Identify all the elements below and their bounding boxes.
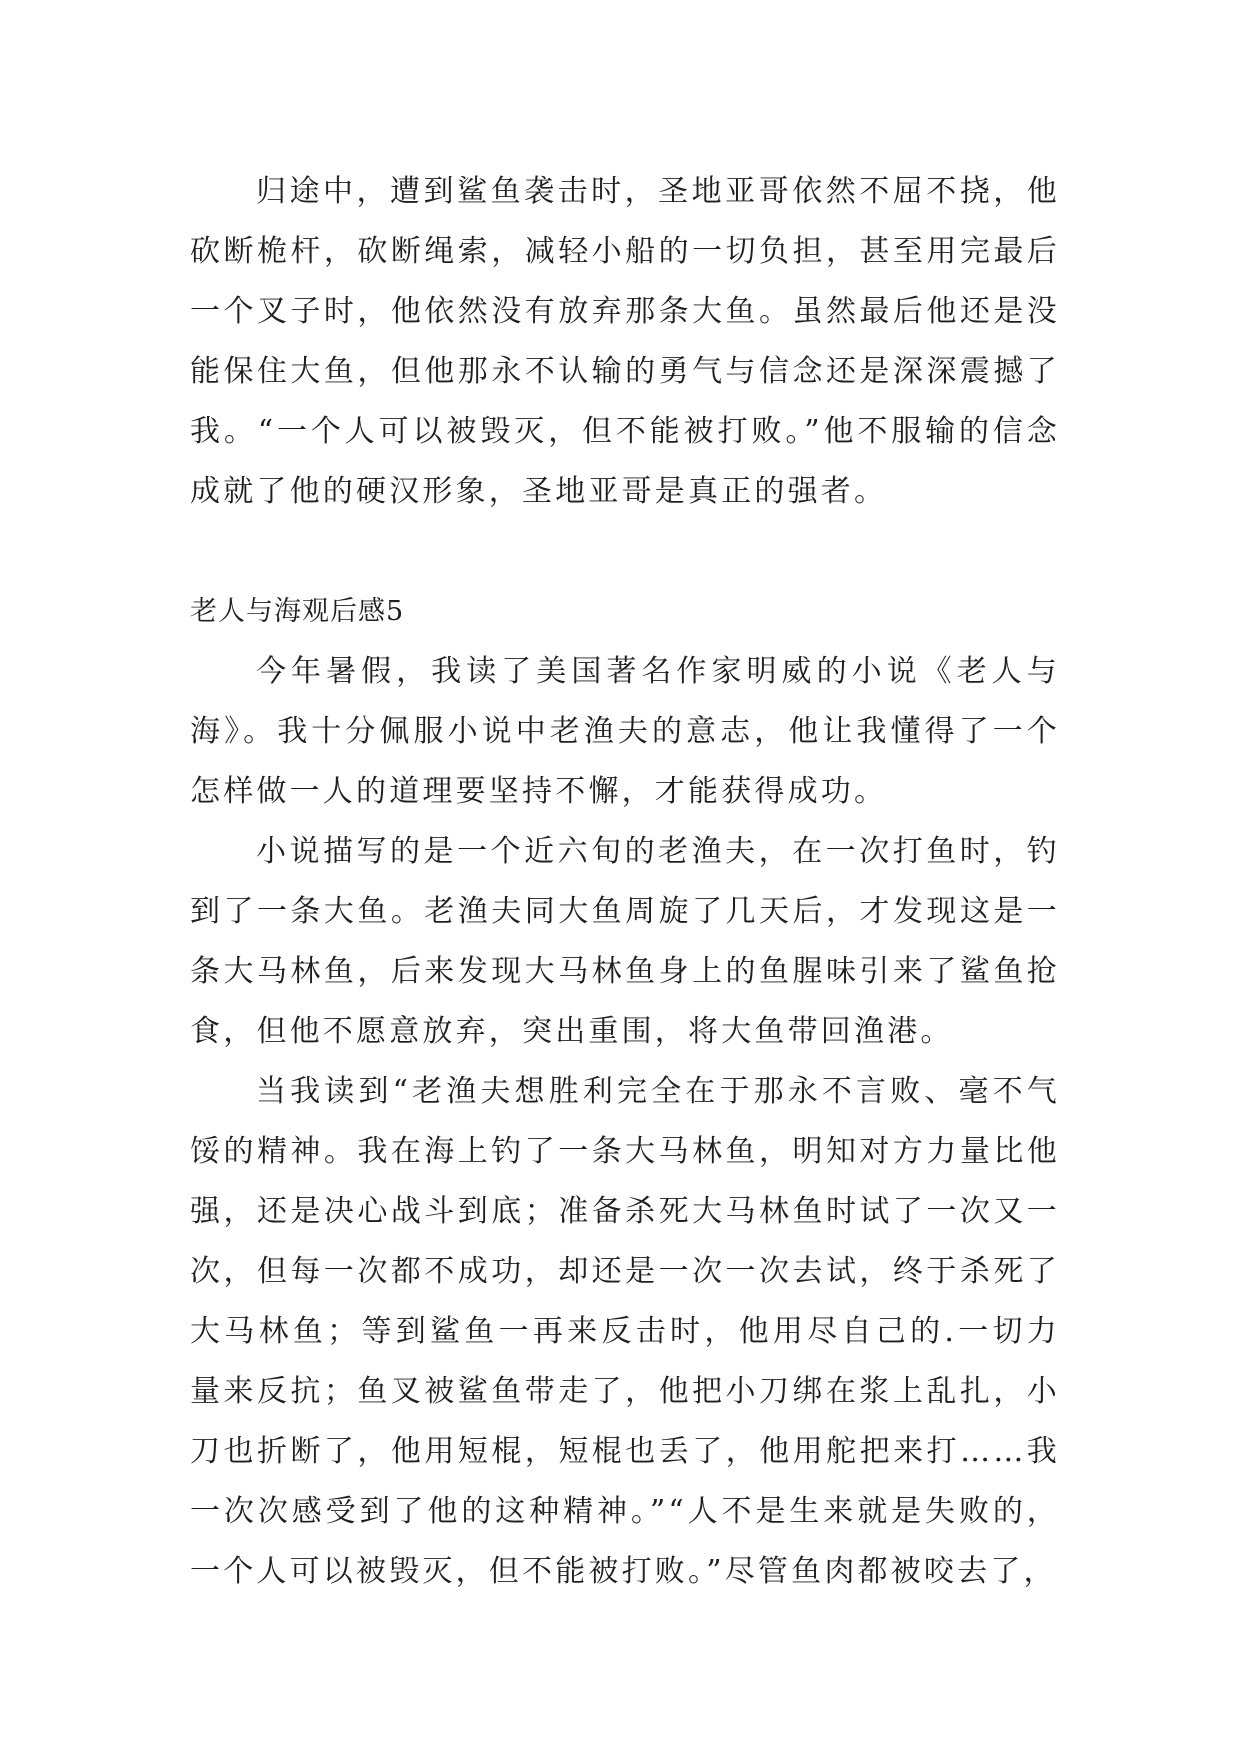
document-page — [190, 162, 1060, 1602]
paragraph-summer-reading: 今年暑假，我读了美国著名作家明威的小说《老人与海》。我十分佩服小说中老渔夫的意志，他让我懂得了一个怎样做一人的道理要坚持不懈，才能获得成功。 — [190, 654, 1060, 809]
paragraph-reading-reflection: 当我读到“老渔夫想胜利完全在于那永不言败、毫不气馁的精神。我在海上钓了一条大马林鱼，明知对方力量比他强，还是决心战斗到底；准备杀死大马林鱼时试了一次又一次，但每一次都不成功，却还是一次一次去试，终于杀死了大马林鱼；等到鲨鱼一再来反击时，他用尽自己的.一切力量来反抗；鱼叉被鲨鱼带走了，他把小刀绑在浆上乱扎，小刀也折断了，他用短棍，短棍也丢了，他用舵把来打……我一次次感受到了他的这种精神。”“人不是生来就是失败的，一个人可以被毁灭，但不能被打败。”尽管鱼肉都被咬去了， — [190, 1074, 1060, 1589]
section-spacer — [190, 522, 1060, 582]
paragraph-story-summary: 小说描写的是一个近六旬的老渔夫，在一次打鱼时，钓到了一条大鱼。老渔夫同大鱼周旋了几天后，才发现这是一条大马林鱼，后来发现大马林鱼身上的鱼腥味引来了鲨鱼抢食，但他不愿意放弃，突出重围，将大鱼带回渔港。 — [190, 834, 1060, 1049]
paragraph-santiago-return: 归途中，遭到鲨鱼袭击时，圣地亚哥依然不屈不挠，他砍断桅杆，砍断绳索，减轻小船的一切负担，甚至用完最后一个叉子时，他依然没有放弃那条大鱼。虽然最后他还是没能保住大鱼，但他那永不认输的勇气与信念还是深深震撼了我。“一个人可以被毁灭，但不能被打败。”他不服输的信念成就了他的硬汉形象，圣地亚哥是真正的强者。 — [190, 174, 1060, 509]
section-title: 老人与海观后感5 — [190, 596, 405, 627]
